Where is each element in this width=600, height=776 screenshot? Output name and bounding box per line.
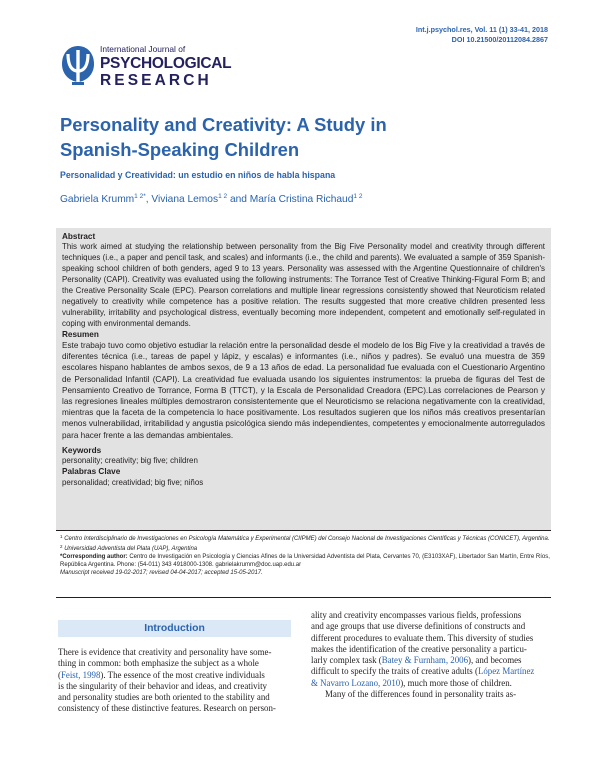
body-text-line: Many of the differences found in personality traits as- (325, 688, 517, 699)
author-affiliation: 1 2* (134, 193, 146, 200)
footnote-affiliation-1: $^1$ Centro Interdisciplinario de Investigaciones en Psicología Matemática y Experimental (CIIPME) del Consejo Nacional de Investigaciones Científicas y Técnicas (CONICET), Argentina. (60, 534, 550, 542)
footnote-affiliation-2: $^2$ Universidad Adventista del Plata (UAP), Argentina (60, 544, 198, 553)
footnote-corresponding-author: *Corresponding author: Centro de Investigación en Psicología y Ciencias Afines de la Universidad Adventista del Plata, Cervantes 70, (E3103XAF), Libertador San Martín, Entre Ríos, República Argentina. Phone: (54-011) 343 4918000-1308. gabrielakrumm@doc.uap.edu.ar (60, 554, 550, 569)
author-affiliation: 1 2 (353, 193, 363, 200)
resumen-heading: Resumen (62, 329, 99, 339)
journal-doi: DOI 10.21500/20112084.2867 (451, 35, 548, 44)
citation-link[interactable]: & Navarro Lozano, 2010 (311, 677, 401, 688)
logo-line-2: PSYCHOLOGICAL (100, 55, 232, 72)
resumen-text: Este trabajo tuvo como objetivo estudiar la relación entre la personalidad desde el modelo de los Big Five y la creatividad a través de diferentes técnica (i.e., tareas de papel y lápiz, y escalas) e informantes (i.e., niños y padres). Se evaluó una muestra de 359 escolares hispano hablantes de ambos sexos, de 9 a 13 años de edad. La personalidad fue evaluada con el Cuestionario Argentino de Personalidad Infantil (CAPI). La creatividad fue evaluada usando los siguientes instrumentos: la prueba de figuras del Test de Pensamiento Creativo de Torrance, Forma B (TTCT), y la Escala de Personalidad Creadora (EPC).Las correlaciones de Pearson y las regresiones lineales múltiples demostraron consistentemente que el Neuroticismo se relaciona negativamente con la creatividad, mientras que la faceta de la competencia lo hace positivamente. Los resultados sugieren que los niños más creativos presentarían menos vulnerabilidad, irritabilidad y angustia psicológica siendo más independientes, competentes y emocionalmente autorregulados para hacer frente a las demandas ambientales. (62, 341, 545, 440)
palabras-clave-text: personalidad; creatividad; big five; niños (62, 477, 204, 487)
body-column-right (311, 610, 545, 700)
footnote-manuscript-dates: Manuscript received 19-02-2017; revised 04-04-2017; accepted 15-05-2017. (60, 570, 263, 577)
author-name: Gabriela Krumm (60, 194, 135, 205)
body-text-line: and age groups that use diverse definitions of constructs and (311, 621, 526, 632)
title-line-2: Spanish-Speaking Children (60, 139, 300, 160)
body-text-line: larly complex task (Batey & Furnham, 2006), and becomes (311, 655, 522, 665)
body-text-line: consistency of these distinctive features. Research on person- (58, 703, 276, 714)
author-name: María Cristina Richaud (249, 194, 354, 205)
citation-link[interactable]: Feist, 1998 (60, 669, 101, 680)
journal-citation: Int.j.psychol.res, Vol. 11 (1) 33-41, 2018 (415, 25, 548, 34)
article-title (60, 112, 530, 162)
psi-logo-icon (60, 44, 96, 90)
article-subtitle: Personalidad y Creatividad: un estudio en niños de habla hispana (60, 170, 336, 180)
body-text-line: ality and creativity encompasses various fields, professions (311, 610, 522, 620)
palabras-clave-heading: Palabras Clave (62, 467, 121, 477)
body-text-line: difficult to specify the traits of creative adults (López Martínez (311, 666, 535, 677)
footnote-divider (56, 530, 551, 531)
logo-line-3: RESEARCH (100, 72, 212, 89)
body-text-line: There is evidence that creativity and personality have some- (58, 647, 272, 657)
author-list: Gabriela Krumm$^{1 2*}$, Viviana Lemos$^{1 2}$ and María Cristina Richaud$^{1 2}$ (60, 193, 363, 205)
body-text-line: is the singularity of their behavior and ideas, and creativity (58, 680, 267, 691)
abstract-box (56, 228, 551, 530)
author-affiliation: 1 2 (218, 193, 228, 200)
logo-line-1: International Journal of (100, 44, 186, 54)
body-text-line: thing in common: both emphasize the subject as a whole (58, 658, 259, 669)
introduction-heading: Introduction (58, 620, 291, 637)
journal-logo (60, 42, 232, 98)
body-column-left (58, 647, 291, 715)
keywords-heading: Keywords (62, 445, 102, 455)
abstract-text: This work aimed at studying the relationship between personality from the Big Five Personality model and creativity through different techniques (i.e., a paper and pencil task, and scales) and informants (i.e., the child and parents). We evaluated a sample of 359 Spanish-speaking school children of both genders, aged 9 to 13 years. Personality was assessed with the Argentine Questionnaire of children's Personality (CAPI). Creativity was evaluated using the following instruments: The Torrance Test of Creative Thinking-Figural Form B; and the Creative Personality Scale (EPC). Pearson correlations and multiple linear regressions consistently showed that Neuroticism related negatively to creativity while competence has a positive relation. The results suggested that more creative children presented less vulnerability, irritability and psychological distress, eventually becoming more independent, competent and emotionally self-regulated in coping with environmental demands. (62, 242, 545, 328)
keywords-text: personality; creativity; big five; children (62, 456, 198, 466)
body-text-line: makes the identification of the creative personality a particu- (311, 643, 527, 654)
body-text-line: and personality studies are both oriented to the stability and (58, 692, 270, 702)
journal-meta (416, 25, 548, 45)
title-line-1: Personality and Creativity: A Study in (60, 114, 387, 135)
body-text-line: (Feist, 1998). The essence of the most creative individuals (58, 669, 265, 680)
section-divider (56, 597, 551, 598)
abstract-heading: Abstract (62, 232, 96, 241)
citation-link[interactable]: Batey & Furnham, 2006 (381, 655, 469, 665)
author-name: Viviana Lemos (151, 194, 219, 205)
footnotes (60, 533, 550, 577)
body-text-line: & Navarro Lozano, 2010), much more those of children. (311, 677, 512, 688)
body-text-line: different procedures to evaluate them. This diversity of studies (311, 632, 534, 643)
citation-link[interactable]: López Martínez (477, 666, 535, 677)
